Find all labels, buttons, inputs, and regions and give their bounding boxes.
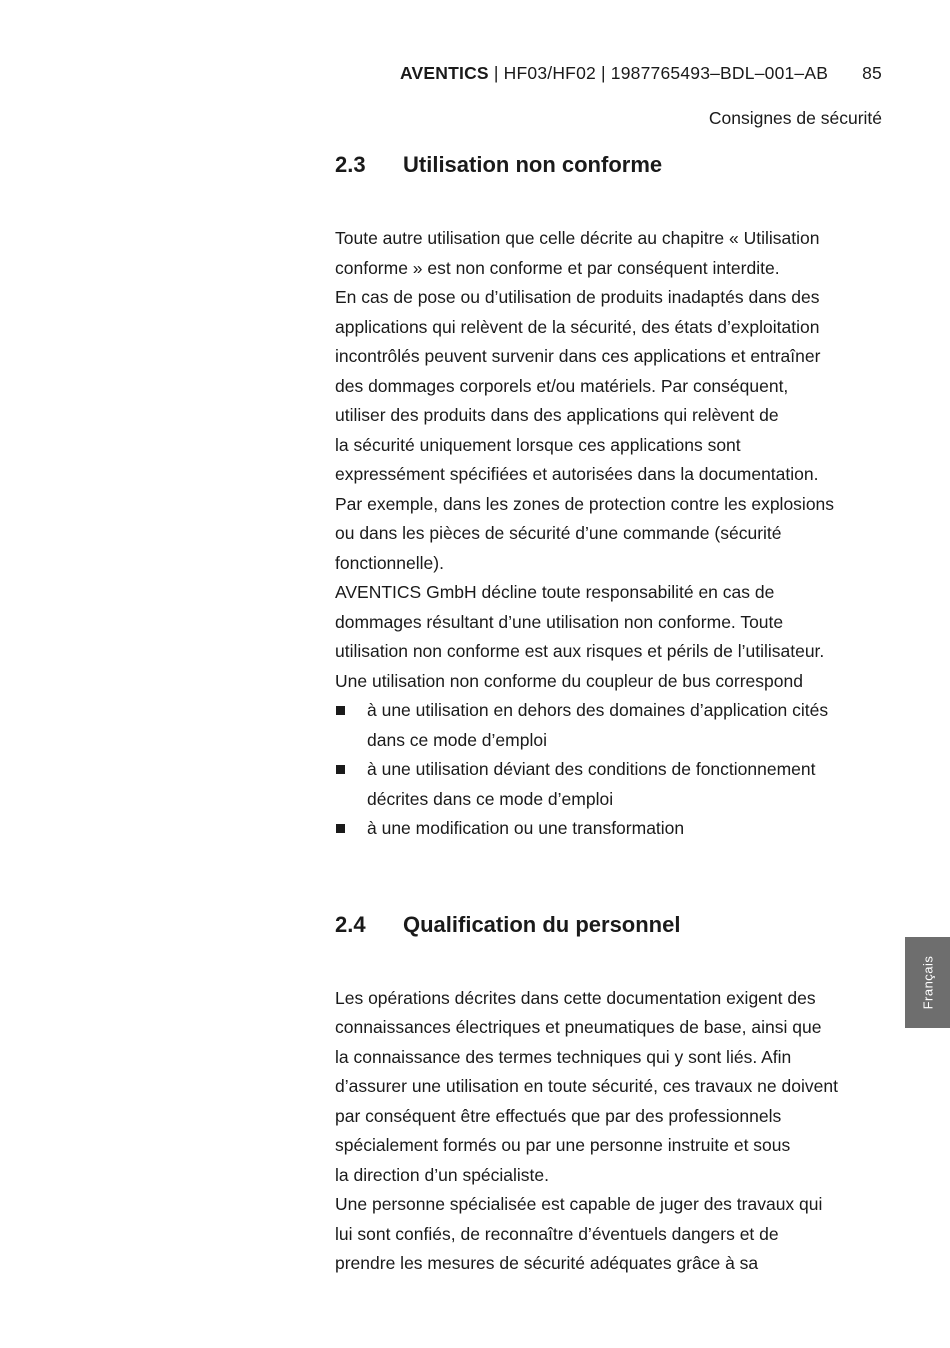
square-bullet-icon [336,765,345,774]
list-item-line: à une utilisation en dehors des domaines d’application cités [367,700,829,720]
section-body [335,224,895,844]
text-line: Les opérations décrites dans cette documentation exigent des [335,987,816,1008]
section-heading [335,910,895,940]
text-line: utilisation non conforme est aux risques et périls de l’utilisateur. [335,641,825,661]
list-item [335,696,895,755]
text-line: lui sont confiés, de reconnaître d’éventuels dangers et de [335,1223,779,1244]
text-line: Par exemple, dans les zones de protection contre les explosions [335,493,835,514]
text-line: la sécurité uniquement lorsque ces applications sont [335,434,741,455]
text-line: En cas de pose ou d’utilisation de produits inadaptés dans des [335,287,820,307]
brand-name: AVENTICS [400,63,489,83]
text-line: connaissances électriques et pneumatiques de base, ainsi que [335,1017,822,1037]
section-body [335,984,895,1279]
section-title: Utilisation non conforme [403,152,663,177]
chapter-label: Consignes de sécurité [708,108,882,128]
square-bullet-icon [336,706,345,715]
language-tab [905,937,950,1028]
text-line: dommages résultant d’une utilisation non conforme. Toute [335,611,784,632]
text-line: conforme » est non conforme et par conséquent interdite. [335,257,780,278]
text-line: Toute autre utilisation que celle décrite au chapitre « Utilisation [335,228,820,248]
text-line: des dommages corporels et/ou matériels. Par conséquent, [335,375,789,396]
text-line: utiliser des produits dans des applications qui relèvent de [335,405,779,425]
running-header [400,63,882,84]
list-item [335,755,895,814]
document-reference: | HF03/HF02 | 1987765493–BDL–001–AB [488,63,829,83]
section-title: Qualification du personnel [403,911,681,937]
text-line: la connaissance des termes techniques qui y sont liés. Afin [335,1046,792,1067]
text-line: spécialement formés ou par une personne instruite et sous [335,1135,791,1155]
text-line: la direction d’un spécialiste. [335,1164,550,1185]
list-item-line: décrites dans ce mode d’emploi [367,788,614,809]
list-item-line: dans ce mode d’emploi [367,729,547,750]
square-bullet-icon [336,824,345,833]
text-line: ou dans les pièces de sécurité d’une commande (sécurité [335,523,782,543]
text-line: d’assurer une utilisation en toute sécurité, ces travaux ne doivent [335,1076,838,1096]
list-item [335,814,895,844]
text-line: applications qui relèvent de la sécurité, des états d’exploitation [335,316,820,337]
text-line: par conséquent être effectués que par des professionnels [335,1105,782,1126]
main-content [335,150,895,1279]
section-number: 2.3 [335,152,366,177]
text-line: prendre les mesures de sécurité adéquates grâce à sa [335,1253,759,1273]
list-item-line: à une modification ou une transformation [367,818,685,838]
text-line: Une utilisation non conforme du coupleur de bus correspond [335,670,803,691]
language-tab-label: Français [920,955,936,1010]
text-line: fonctionnelle). [335,552,444,573]
section-number: 2.4 [335,911,366,937]
text-line: incontrôlés peuvent survenir dans ces applications et entraîner [335,346,821,366]
text-line: Une personne spécialisée est capable de juger des travaux qui [335,1194,823,1214]
text-line: AVENTICS GmbH décline toute responsabilité en cas de [335,582,775,602]
text-line: expressément spécifiées et autorisées dans la documentation. [335,464,819,484]
list-item-line: à une utilisation déviant des conditions de fonctionnement [367,759,816,779]
page-number: 85 [862,63,882,83]
bullet-list [335,696,895,844]
section-heading [335,150,895,180]
